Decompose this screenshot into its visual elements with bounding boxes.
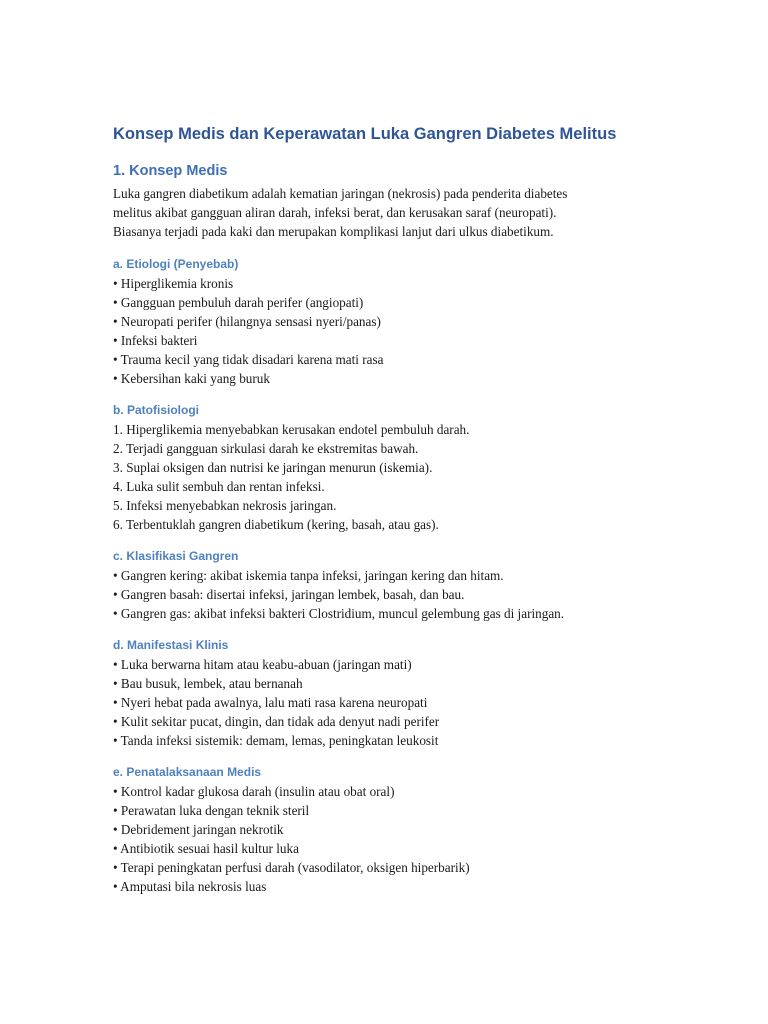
list-item: • Perawatan luka dengan teknik steril bbox=[113, 803, 310, 818]
subheading-patofisiologi: b. Patofisiologi bbox=[113, 403, 199, 417]
section-manifestasi bbox=[113, 637, 653, 750]
list-item: 1. Hiperglikemia menyebabkan kerusakan endotel pembuluh darah. bbox=[113, 422, 470, 437]
section-patofisiologi bbox=[113, 402, 653, 534]
list-item: • Luka berwarna hitam atau keabu-abuan (jaringan mati) bbox=[113, 657, 412, 672]
list-item: • Nyeri hebat pada awalnya, lalu mati rasa karena neuropati bbox=[113, 695, 428, 710]
list-item: 3. Suplai oksigen dan nutrisi ke jaringan menurun (iskemia). bbox=[113, 460, 433, 475]
list-item: • Gangren kering: akibat iskemia tanpa infeksi, jaringan kering dan hitam. bbox=[113, 568, 504, 583]
list-item: • Trauma kecil yang tidak disadari karena mati rasa bbox=[113, 352, 384, 367]
list-item: 5. Infeksi menyebabkan nekrosis jaringan. bbox=[113, 498, 337, 513]
document-title: Konsep Medis dan Keperawatan Luka Gangren Diabetes Melitus bbox=[113, 125, 617, 143]
section-heading-konsep-medis: 1. Konsep Medis bbox=[113, 163, 228, 179]
subheading-klasifikasi: c. Klasifikasi Gangren bbox=[113, 549, 239, 563]
list-item: • Hiperglikemia kronis bbox=[113, 276, 234, 291]
list-item: • Gangren basah: disertai infeksi, jaringan lembek, basah, dan bau. bbox=[113, 587, 465, 602]
list-item: • Antibiotik sesuai hasil kultur luka bbox=[113, 841, 299, 856]
list-item: 2. Terjadi gangguan sirkulasi darah ke ekstremitas bawah. bbox=[113, 441, 419, 456]
intro-paragraph bbox=[113, 184, 653, 241]
list-item: • Neuropati perifer (hilangnya sensasi nyeri/panas) bbox=[113, 314, 381, 329]
section-klasifikasi bbox=[113, 548, 653, 623]
list-item: • Infeksi bakteri bbox=[113, 333, 198, 348]
list-item: • Kulit sekitar pucat, dingin, dan tidak ada denyut nadi perifer bbox=[113, 714, 440, 729]
list-item: • Gangren gas: akibat infeksi bakteri Clostridium, muncul gelembung gas di jaringan. bbox=[113, 606, 565, 621]
document-page bbox=[113, 122, 653, 910]
list-item: • Amputasi bila nekrosis luas bbox=[113, 879, 267, 894]
list-item: 6. Terbentuklah gangren diabetikum (kering, basah, atau gas). bbox=[113, 517, 439, 532]
section-etiologi bbox=[113, 256, 653, 388]
klasifikasi-list bbox=[113, 566, 653, 623]
list-item: 4. Luka sulit sembuh dan rentan infeksi. bbox=[113, 479, 325, 494]
section-penatalaksanaan bbox=[113, 764, 653, 896]
list-item: • Kebersihan kaki yang buruk bbox=[113, 371, 270, 386]
etiologi-list bbox=[113, 274, 653, 388]
list-item: • Tanda infeksi sistemik: demam, lemas, peningkatan leukosit bbox=[113, 733, 439, 748]
subheading-etiologi: a. Etiologi (Penyebab) bbox=[113, 257, 239, 271]
intro-line: melitus akibat gangguan aliran darah, infeksi berat, dan kerusakan saraf (neuropati). bbox=[113, 205, 557, 220]
list-item: • Bau busuk, lembek, atau bernanah bbox=[113, 676, 303, 691]
manifestasi-list bbox=[113, 655, 653, 750]
list-item: • Debridement jaringan nekrotik bbox=[113, 822, 284, 837]
list-item: • Terapi peningkatan perfusi darah (vasodilator, oksigen hiperbarik) bbox=[113, 860, 470, 875]
patofisiologi-list bbox=[113, 420, 653, 534]
subheading-penatalaksanaan: e. Penatalaksanaan Medis bbox=[113, 765, 262, 779]
intro-line: Biasanya terjadi pada kaki dan merupakan komplikasi lanjut dari ulkus diabetikum. bbox=[113, 224, 554, 239]
list-item: • Gangguan pembuluh darah perifer (angiopati) bbox=[113, 295, 364, 310]
penatalaksanaan-list bbox=[113, 782, 653, 896]
subheading-manifestasi: d. Manifestasi Klinis bbox=[113, 638, 229, 652]
intro-line: Luka gangren diabetikum adalah kematian jaringan (nekrosis) pada penderita diabetes bbox=[113, 186, 568, 201]
list-item: • Kontrol kadar glukosa darah (insulin atau obat oral) bbox=[113, 784, 395, 799]
